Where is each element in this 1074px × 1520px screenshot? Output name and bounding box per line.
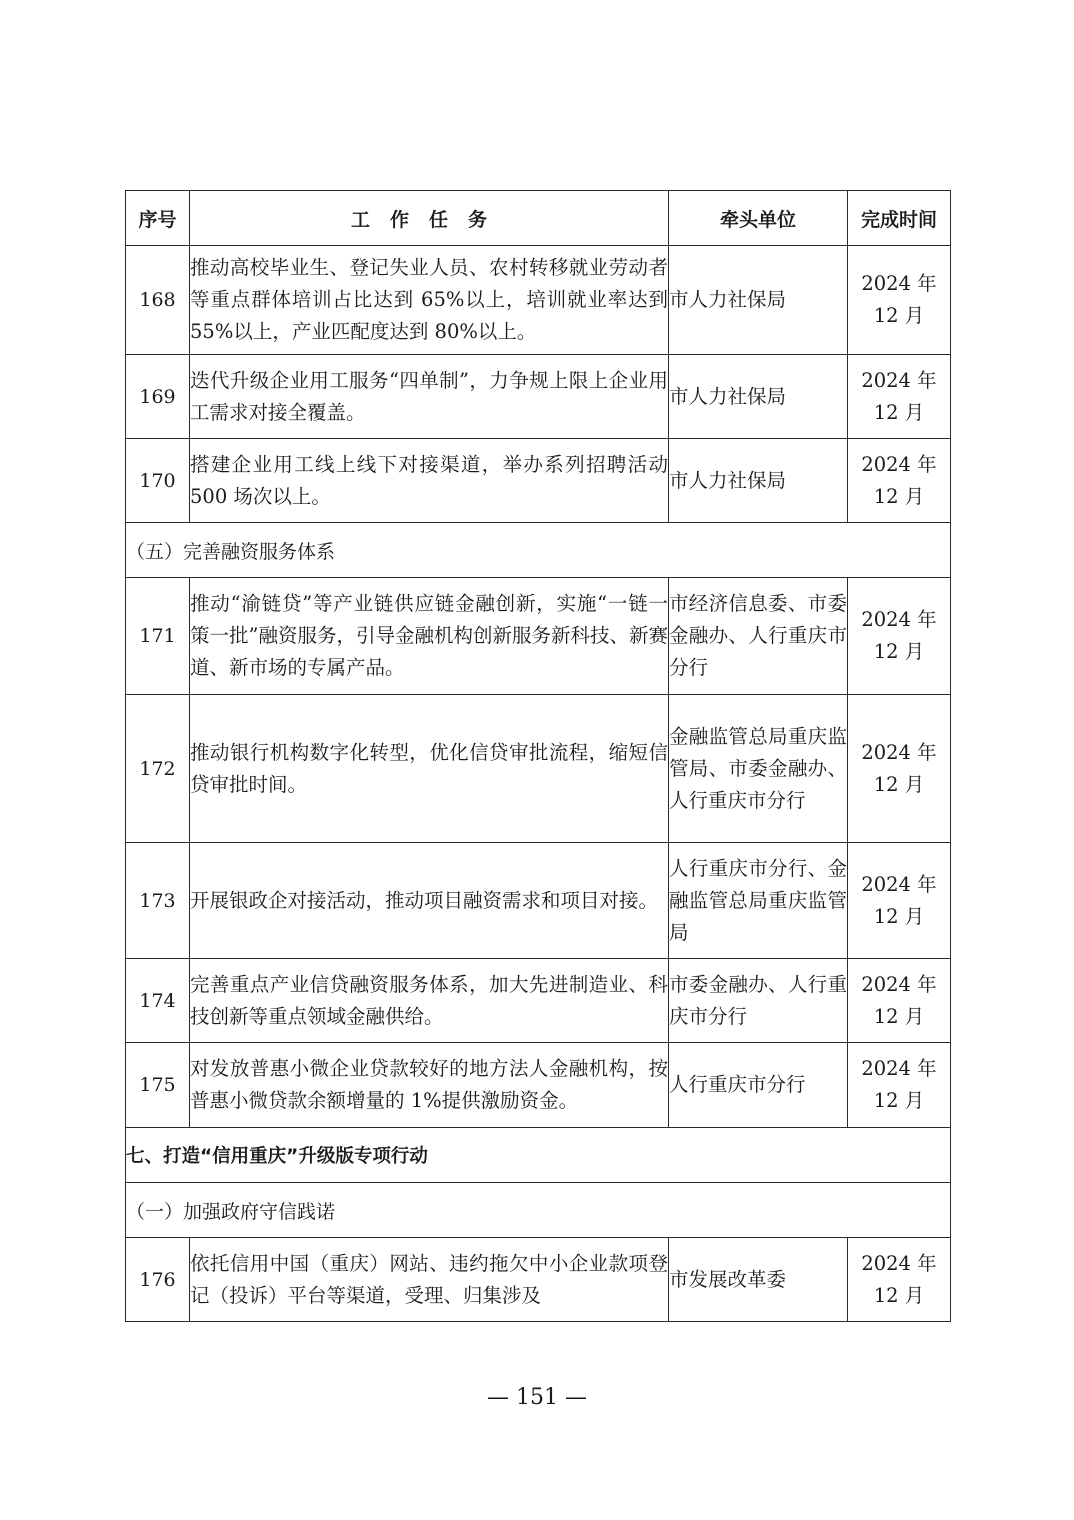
row-deadline xyxy=(848,439,951,523)
row-task: 依托信用中国（重庆）网站、违约拖欠中小企业款项登记（投诉）平台等渠道，受理、归集涉及 xyxy=(190,1238,669,1322)
deadline-year: 2024 年 xyxy=(861,452,937,476)
row-deadline xyxy=(848,578,951,695)
row-lead-unit: 市人力社保局 xyxy=(669,246,848,355)
table-row xyxy=(126,695,951,843)
section-row xyxy=(126,1128,951,1183)
row-task: 迭代升级企业用工服务“四单制”，力争规上限上企业用工需求对接全覆盖。 xyxy=(190,355,669,439)
row-number: 174 xyxy=(126,959,190,1043)
table-row xyxy=(126,959,951,1043)
row-lead-unit: 金融监管总局重庆监管局、市委金融办、人行重庆市分行 xyxy=(669,695,848,843)
row-lead-unit: 市人力社保局 xyxy=(669,439,848,523)
deadline-year: 2024 年 xyxy=(861,368,937,392)
row-task: 搭建企业用工线上线下对接渠道，举办系列招聘活动 500 场次以上。 xyxy=(190,439,669,523)
subsection-heading: （一）加强政府守信践诺 xyxy=(126,1183,951,1238)
row-task: 推动高校毕业生、登记失业人员、农村转移就业劳动者等重点群体培训占比达到 65%以上，培训就业率达到 55%以上，产业匹配度达到 80%以上。 xyxy=(190,246,669,355)
row-number: 169 xyxy=(126,355,190,439)
subsection-row xyxy=(126,1183,951,1238)
row-task: 对发放普惠小微企业贷款较好的地方法人金融机构，按普惠小微贷款余额增量的 1%提供激励资金。 xyxy=(190,1043,669,1128)
table-row xyxy=(126,1238,951,1322)
deadline-year: 2024 年 xyxy=(861,972,937,996)
row-lead-unit: 市发展改革委 xyxy=(669,1238,848,1322)
deadline-year: 2024 年 xyxy=(861,272,937,295)
deadline-year: 2024 年 xyxy=(861,1251,937,1275)
deadline-month: 12 月 xyxy=(873,400,925,424)
row-deadline xyxy=(848,843,951,959)
deadline-year: 2024 年 xyxy=(861,1057,937,1080)
row-number: 173 xyxy=(126,843,190,959)
deadline-month: 12 月 xyxy=(873,484,925,508)
table-row xyxy=(126,355,951,439)
row-number: 170 xyxy=(126,439,190,523)
row-deadline xyxy=(848,959,951,1043)
header-deadline: 完成时间 xyxy=(848,191,951,246)
deadline-month: 12 月 xyxy=(873,1283,925,1307)
deadline-month: 12 月 xyxy=(873,904,925,928)
row-lead-unit: 人行重庆市分行、金融监管总局重庆监管局 xyxy=(669,843,848,959)
deadline-month: 12 月 xyxy=(873,304,925,327)
deadline-month: 12 月 xyxy=(873,1004,925,1028)
work-task-table xyxy=(125,190,951,1322)
page-number: — 151 — xyxy=(487,1385,587,1410)
table-row xyxy=(126,246,951,355)
row-task: 完善重点产业信贷融资服务体系，加大先进制造业、科技创新等重点领域金融供给。 xyxy=(190,959,669,1043)
deadline-year: 2024 年 xyxy=(861,740,937,764)
row-deadline xyxy=(848,355,951,439)
row-task: 开展银政企对接活动，推动项目融资需求和项目对接。 xyxy=(190,843,669,959)
row-number: 171 xyxy=(126,578,190,695)
row-deadline xyxy=(848,1043,951,1128)
table-row xyxy=(126,439,951,523)
subsection-heading: （五）完善融资服务体系 xyxy=(126,523,951,578)
row-deadline xyxy=(848,695,951,843)
table-row xyxy=(126,578,951,695)
row-number: 176 xyxy=(126,1238,190,1322)
deadline-year: 2024 年 xyxy=(861,608,937,631)
row-number: 172 xyxy=(126,695,190,843)
table-row xyxy=(126,1043,951,1128)
deadline-year: 2024 年 xyxy=(861,872,937,896)
deadline-month: 12 月 xyxy=(873,772,925,796)
row-deadline xyxy=(848,246,951,355)
deadline-month: 12 月 xyxy=(873,1089,925,1112)
header-number: 序号 xyxy=(126,191,190,246)
subsection-row xyxy=(126,523,951,578)
row-lead-unit: 市经济信息委、市委金融办、人行重庆市分行 xyxy=(669,578,848,695)
row-deadline xyxy=(848,1238,951,1322)
table-header-row xyxy=(126,191,951,246)
header-task: 工作任务 xyxy=(190,191,669,246)
row-lead-unit: 市人力社保局 xyxy=(669,355,848,439)
row-lead-unit: 市委金融办、人行重庆市分行 xyxy=(669,959,848,1043)
deadline-month: 12 月 xyxy=(873,640,925,663)
row-number: 175 xyxy=(126,1043,190,1128)
row-task: 推动“渝链贷”等产业链供应链金融创新，实施“一链一策一批”融资服务，引导金融机构创新服务新科技、新赛道、新市场的专属产品。 xyxy=(190,578,669,695)
row-task: 推动银行机构数字化转型，优化信贷审批流程，缩短信贷审批时间。 xyxy=(190,695,669,843)
row-number: 168 xyxy=(126,246,190,355)
table-row xyxy=(126,843,951,959)
row-lead-unit: 人行重庆市分行 xyxy=(669,1043,848,1128)
header-lead-unit: 牵头单位 xyxy=(669,191,848,246)
section-heading: 七、打造“信用重庆”升级版专项行动 xyxy=(126,1128,951,1183)
